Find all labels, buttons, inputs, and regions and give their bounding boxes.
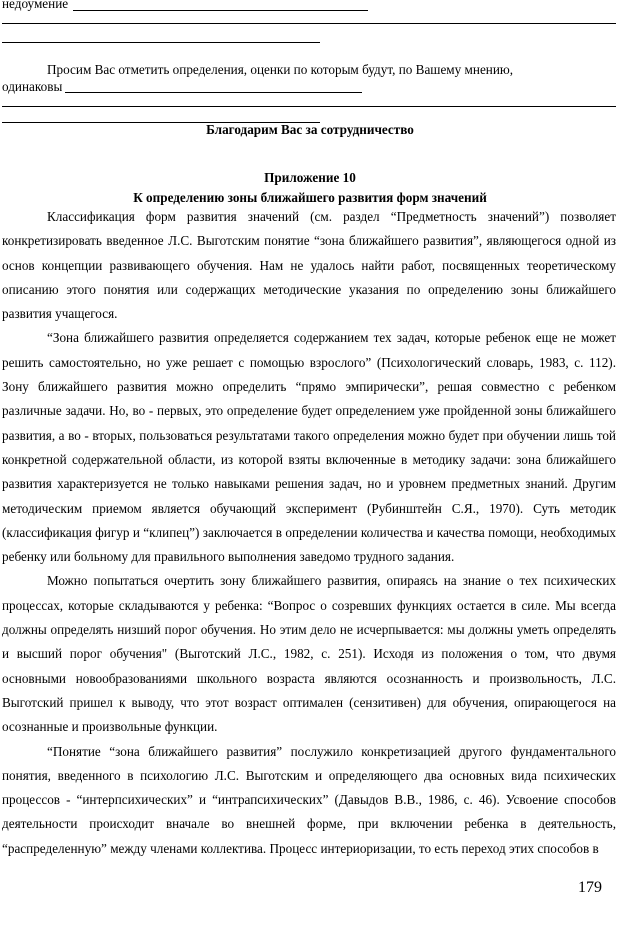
thanks-heading: Благодарим Вас за сотрудничество: [206, 122, 414, 137]
paragraph-3: Можно попытаться очертить зону ближайшего развития, опираясь на знание о тех психических процессах, которые складываются у ребенка: “Вопрос о созревших функциях остается в силе. Мы всегда должны определять низший порог обучения. Но этим дело не исчерпывается: мы должны уметь определять и высший порог обучения" (Выготский Л.С., 1982, с. 251). Исходя из положения о том, что двумя основными новообразованиями школьного возраста являются осознанность и произвольность, Л.С. Выготский пришел к выводу, что этот возраст оптимален (сензитивен) для обучения, опирающегося на осознанные и произвольные функции.: [2, 573, 616, 735]
appendix-subtitle: К определению зоны ближайшего развития форм значений: [133, 190, 487, 205]
request-text: Просим Вас отметить определения, оценки по которым будут, по Вашему мнению,: [47, 62, 514, 77]
appendix-title: Приложение 10: [264, 170, 356, 185]
paragraph-2: “Зона ближайшего развития определяется содержанием тех задач, которые ребенок еще не может решить самостоятельно, но уже решает с помощью взрослого” (Психологический словарь, 1983, с. 112). Зону ближайшего развития можно определить “прямо эмпирически”, решая совместно с ребенком различные задачи. Но, во - первых, это определение будет определением уже пройденной зоны ближайшего развития, а во - вторых, пользоваться результатами такого определения можно будет при обучении лишь той конкретной содержательной области, из которой взяты включенные в методику задачи: зона ближайшего развития характеризуется не только навыками решения задач, но и уровнем предметных знаний. Другим методическим приемом является обучающий эксперимент (Рубинштейн С.Я., 1970). Суть методик (классификация фигур и “клипец”) заключается в определении количества и качества помощи, необходимых ребенку или больному для правильного выполнения заведомо трудного задания.: [2, 330, 616, 565]
answer-line: [2, 42, 320, 43]
paragraph-1: Классификация форм развития значений (см. раздел “Предметность значений”) позволяет конкретизировать введенное Л.С. Выготским понятие “зона ближайшего развития”, являющегося одной из основ концепции развивающего обучения. Нам не удалось найти работ, посвященных теоретическому описанию этого понятия или содержащих методические указания по определению зоны ближайшего развития учащегося.: [2, 209, 616, 322]
answer-line: [73, 10, 368, 11]
body-text: [2, 205, 616, 861]
page-number: 179: [578, 879, 602, 896]
paragraph-4: “Понятие “зона ближайшего развития” послужило конкретизацией другого фундаментального понятия, введенного в психологию Л.С. Выготским и определяющего два основных вида психических процессов - “интерпсихических” и “интрапсихических” (Давыдов В.В., 1986, с. 46). Усвоение способов деятельности происходит вначале во внешней форме, при включении ребенка в деятельность, “распределенную” между членами коллектива. Процесс интериоризации, то есть переход этих способов в: [2, 743, 616, 856]
answer-line: [2, 106, 616, 107]
request-label: одинаковы: [2, 79, 63, 94]
answer-line: [65, 92, 362, 93]
answer-line: [2, 23, 616, 24]
top-fragment-label: недоумение: [2, 0, 69, 11]
